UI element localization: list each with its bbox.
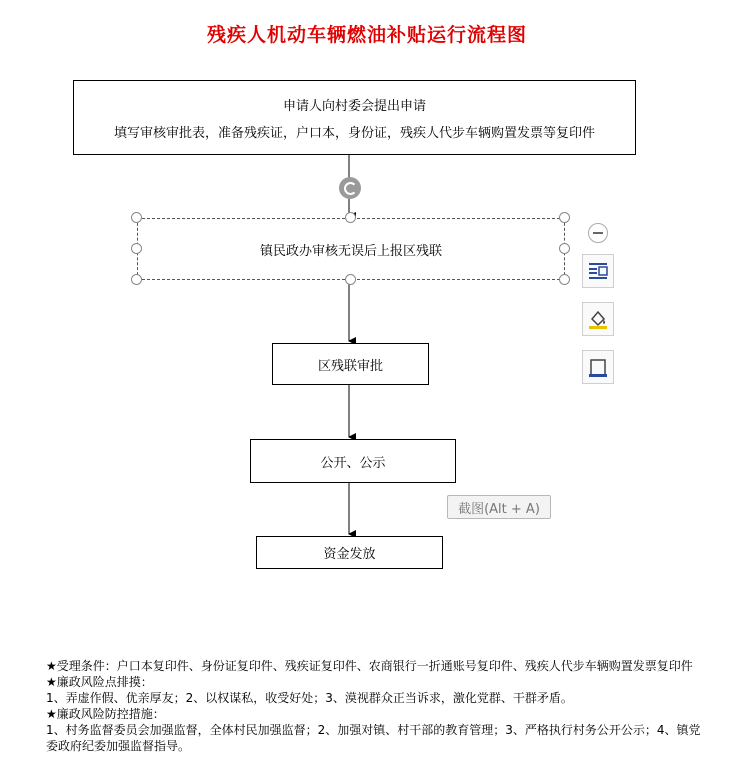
shape-outline-icon (587, 356, 609, 378)
notes-risk-title: ★廉政风险点排摸： (46, 675, 153, 689)
step-apply-title: 申请人向村委会提出申请 (282, 98, 426, 114)
step-fund-release-label: 资金发放 (323, 547, 376, 562)
fill-color-icon (587, 308, 609, 330)
notes-risk-items: 1、弄虚作假、优亲厚友；2、以权谋私，收受好处；3、漠视群众正当诉求，激化党群、干群矛盾。 (46, 691, 573, 705)
resize-handle-top-left[interactable] (131, 212, 142, 223)
resize-handle-bottom-right[interactable] (559, 274, 570, 285)
resize-handle-bottom-left[interactable] (131, 274, 142, 285)
step-district-approve-label: 区残联审批 (317, 358, 383, 374)
step-apply-box[interactable] (73, 80, 636, 155)
screenshot-tooltip: 截图(Alt + A) (447, 495, 551, 519)
shape-outline-button[interactable] (582, 350, 614, 384)
minus-circle-icon[interactable] (588, 223, 608, 243)
notes-control-title: ★廉政风险防控措施： (46, 707, 165, 721)
step-town-review-box[interactable] (137, 218, 565, 280)
rotate-icon[interactable] (339, 177, 361, 199)
resize-handle-middle-right[interactable] (559, 243, 570, 254)
fill-color-button[interactable] (582, 302, 614, 336)
step-apply-detail: 填写审核审批表，准备残疾证，户口本，身份证，残疾人代步车辆购置发票等复印件 (113, 125, 595, 141)
notes-conditions: ★受理条件：户口本复印件、身份证复印件、残疾证复印件、农商银行一折通账号复印件、残疾人代步车辆购置发票复印件 (46, 659, 693, 673)
step-town-review-label: 镇民政办审核无误后上报区残联 (259, 243, 442, 259)
layout-options-icon (587, 260, 609, 282)
resize-handle-top-right[interactable] (559, 212, 570, 223)
step-district-approve-box[interactable] (272, 343, 429, 385)
notes-control-items: 1、村务监督委员会加强监督，全体村民加强监督；2、加强对镇、村干部的教育管理；3、严格执行村务公开公示；4、镇党委政府纪委加强监督指导。 (46, 723, 701, 753)
step-publicize-box[interactable] (250, 439, 456, 483)
layout-options-button[interactable] (582, 254, 614, 288)
resize-handle-top-center[interactable] (345, 212, 356, 223)
page-title: 残疾人机动车辆燃油补贴运行流程图 (206, 24, 527, 46)
notes-section (46, 658, 706, 754)
resize-handle-bottom-center[interactable] (345, 274, 356, 285)
step-fund-release-box[interactable] (256, 536, 443, 569)
step-publicize-label: 公开、公示 (320, 455, 386, 471)
resize-handle-middle-left[interactable] (131, 243, 142, 254)
